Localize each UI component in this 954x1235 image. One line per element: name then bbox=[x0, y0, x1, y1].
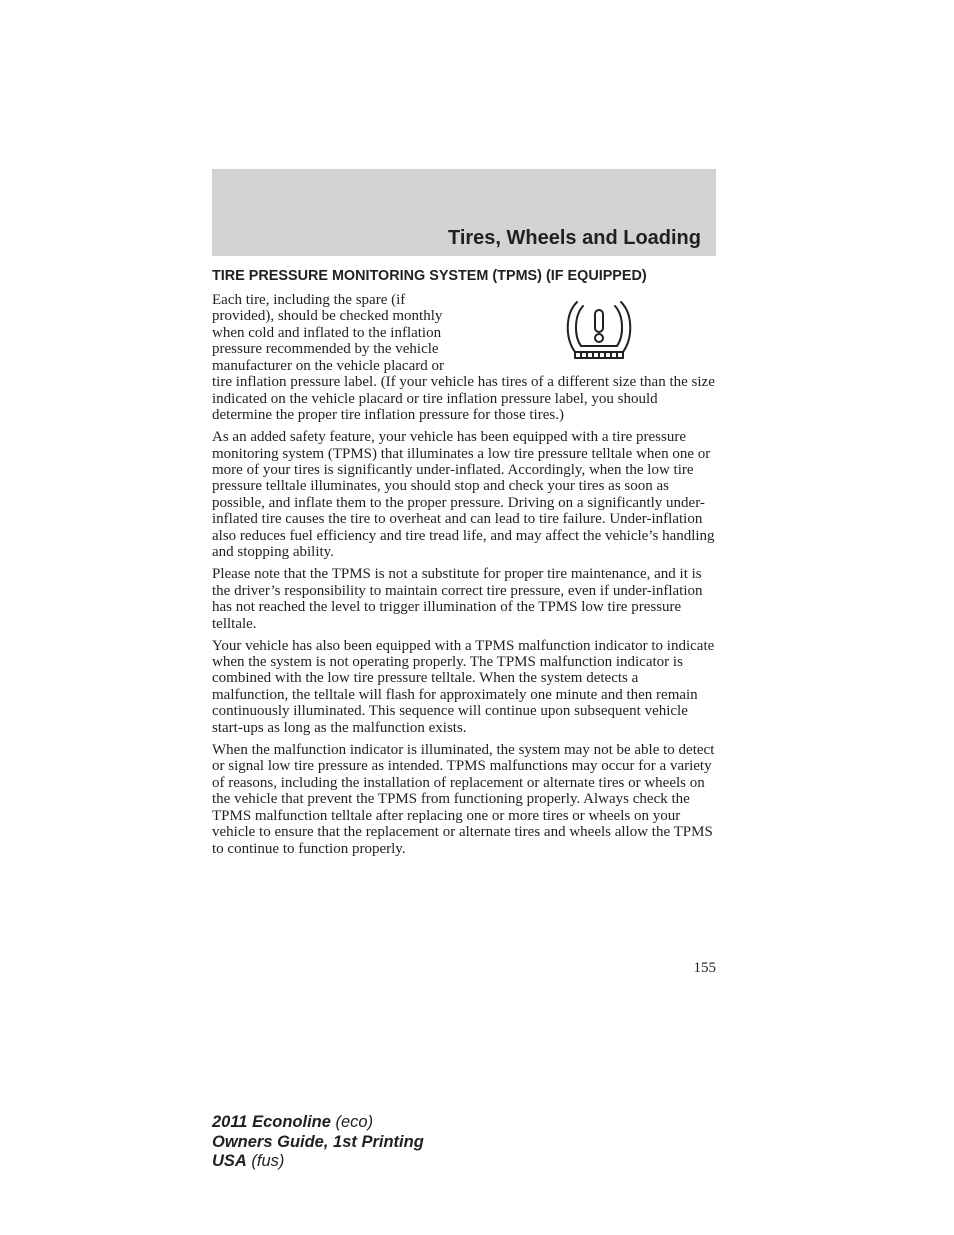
icon-float bbox=[465, 292, 717, 374]
footer-market-code: (fus) bbox=[246, 1152, 285, 1170]
paragraph: As an added safety feature, your vehicle has been equipped with a tire pressure monitoring system (TPMS) that illuminates a low tire pressure telltale when one or more of your tires is significantly under-inflated. Accordingly, when the low tire pressure telltale illuminates, you should stop and check your tires as soon as possible, and inflate them to the proper pressure. Driving on a significantly under-inflated tire causes the tire to overheat and can lead to tire failure. Under-inflation also reduces fuel efficiency and tire tread life, and may affect the vehicle’s handling and stopping ability. bbox=[212, 429, 715, 561]
footer-model-code: (eco) bbox=[330, 1113, 374, 1131]
footer-model: 2011 Econoline bbox=[212, 1113, 331, 1131]
paragraph: Please note that the TPMS is not a substitute for proper tire maintenance, and it is the driver’s responsibility to maintain correct tire pressure, even if under-inflation has not reached the level to trigger illumination of the TPMS low tire pressure telltale. bbox=[212, 566, 703, 632]
footer-line-market bbox=[212, 1152, 424, 1172]
footer-guide: Owners Guide, 1st Printing bbox=[212, 1132, 424, 1151]
page-number: 155 bbox=[693, 960, 716, 976]
chapter-header-band bbox=[212, 169, 716, 256]
body-text bbox=[212, 292, 717, 862]
paragraph: When the malfunction indicator is illuminated, the system may not be able to detect or signal low tire pressure as intended. TPMS malfunctions may occur for a variety of reasons, including the installation of replacement or alternate tires or wheels on the vehicle that prevent the TPMS from functioning properly. Always check the TPMS malfunction telltale after replacing one or more tires or wheels on your vehicle to ensure that the replacement or alternate tires and wheels allow the TPMS to continue to function properly. bbox=[212, 741, 715, 857]
footer bbox=[212, 1113, 424, 1172]
footer-market: USA bbox=[212, 1152, 247, 1170]
tpms-warning-icon bbox=[561, 298, 637, 364]
chapter-title: Tires, Wheels and Loading bbox=[447, 227, 701, 249]
footer-line-guide bbox=[212, 1133, 424, 1153]
section-title: TIRE PRESSURE MONITORING SYSTEM (TPMS) (IF EQUIPPED) bbox=[212, 268, 647, 284]
footer-line-model bbox=[212, 1113, 424, 1133]
paragraph: Each tire, including the spare (if provided), should be checked monthly when cold and inflated to the inflation pressure recommended by the vehicle manufacturer on the vehicle placard or tire inflation pressure label. (If your vehicle has tires of a different size than the size indicated on the vehicle placard or tire inflation pressure label, you should determine the proper tire inflation pressure for those tires.) bbox=[212, 292, 715, 424]
paragraph: Your vehicle has also been equipped with a TPMS malfunction indicator to indicate when the system is not operating properly. The TPMS malfunction indicator is combined with the low tire pressure telltale. When the system detects a malfunction, the telltale will flash for approximately one minute and then remain continuously illuminated. This sequence will continue upon subsequent vehicle start-ups as long as the malfunction exists. bbox=[212, 637, 715, 736]
